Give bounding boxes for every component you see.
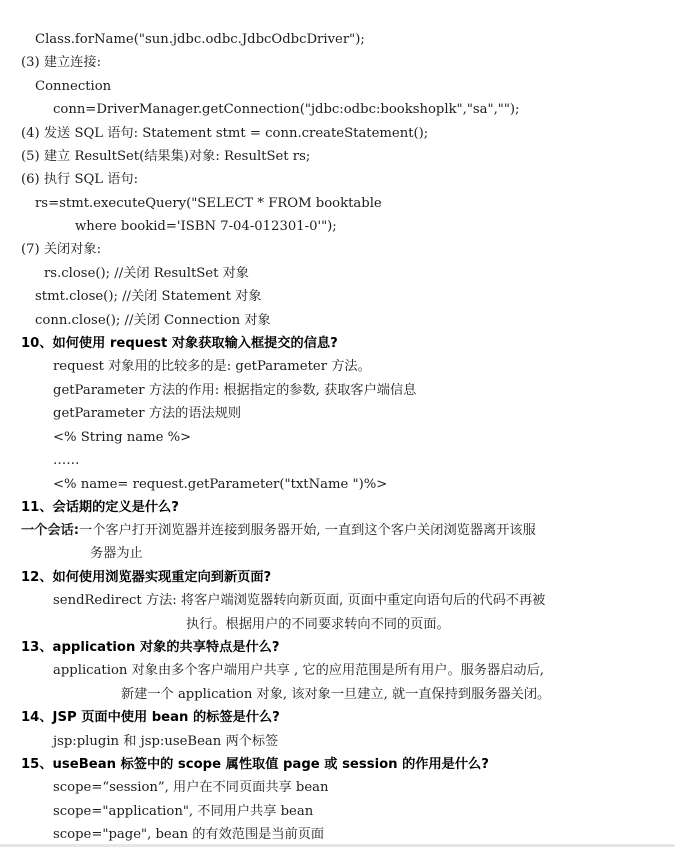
answer-14-line-1: jsp:plugin 和 jsp:useBean 两个标签 — [53, 734, 279, 749]
answer-15-line-2: scope="application", 不同用户共享 bean — [53, 804, 314, 819]
answer-11-lead: 一个会话: — [21, 523, 80, 538]
code-line-conn-close: conn.close(); //关闭 Connection 对象 — [35, 313, 271, 328]
answer-12-line-2: 执行。根据用户的不同要求转向不同的页面。 — [186, 617, 450, 632]
answer-11-line-1 — [21, 523, 536, 539]
answer-10-line-1: request 对象用的比较多的是: getParameter 方法。 — [53, 359, 371, 374]
step-4-line: (4) 发送 SQL 语句: Statement stmt = conn.createStatement(); — [21, 126, 429, 141]
answer-15-line-3: scope="page", bean 的有效范围是当前页面 — [53, 827, 325, 842]
question-13: 13、application 对象的共享特点是什么? — [21, 640, 280, 655]
step-3-heading: (3) 建立连接: — [21, 55, 102, 70]
answer-13-line-1: application 对象由多个客户端用户共享 , 它的应用范围是所有用户。服务器启动后, — [53, 663, 544, 678]
answer-12-line-1: sendRedirect 方法: 将客户端浏览器转向新页面, 页面中重定向语句后的代码不再被 — [53, 593, 546, 608]
code-line-rs-close: rs.close(); //关闭 ResultSet 对象 — [44, 266, 249, 281]
answer-13-line-2: 新建一个 application 对象, 该对象一旦建立, 就一直保持到服务器关闭。 — [121, 687, 551, 702]
question-14: 14、JSP 页面中使用 bean 的标签是什么? — [21, 710, 280, 725]
question-10: 10、如何使用 request 对象获取输入框提交的信息? — [21, 336, 338, 351]
code-line-stmt-close: stmt.close(); //关闭 Statement 对象 — [35, 289, 262, 304]
answer-11-text: 一个客户打开浏览器并连接到服务器开始, 一直到这个客户关闭浏览器离开该服 — [79, 523, 536, 538]
step-6-heading: (6) 执行 SQL 语句: — [21, 172, 139, 187]
answer-11-line-2: 务器为止 — [90, 546, 143, 561]
code-line-executequery: rs=stmt.executeQuery("SELECT * FROM booktable — [35, 196, 382, 211]
answer-10-line-2: getParameter 方法的作用: 根据指定的参数, 获取客户端信息 — [53, 383, 417, 398]
code-line-getconnection: conn=DriverManager.getConnection("jdbc:odbc:bookshoplk","sa",""); — [53, 102, 520, 117]
code-line-connection: Connection — [35, 79, 112, 94]
step-5-line: (5) 建立 ResultSet(结果集)对象: ResultSet rs; — [21, 149, 311, 164]
code-line-forname: Class.forName("sun.jdbc.odbc.JdbcOdbcDriver"); — [35, 32, 365, 47]
answer-10-line-3: getParameter 方法的语法规则 — [53, 406, 242, 421]
answer-10-line-6: <% name= request.getParameter("txtName ")%> — [53, 477, 388, 492]
code-line-where: where bookid='ISBN 7-04-012301-0'"); — [75, 219, 337, 234]
question-11: 11、会话期的定义是什么? — [21, 500, 179, 515]
answer-10-line-5: …… — [53, 453, 80, 468]
answer-10-line-4: <% String name %> — [53, 430, 192, 445]
question-12: 12、如何使用浏览器实现重定向到新页面? — [21, 570, 272, 585]
step-7-heading: (7) 关闭对象: — [21, 242, 102, 257]
question-15: 15、useBean 标签中的 scope 属性取值 page 或 session 的作用是什么? — [21, 757, 489, 772]
answer-15-line-1: scope=“session”, 用户在不同页面共享 bean — [53, 780, 329, 795]
